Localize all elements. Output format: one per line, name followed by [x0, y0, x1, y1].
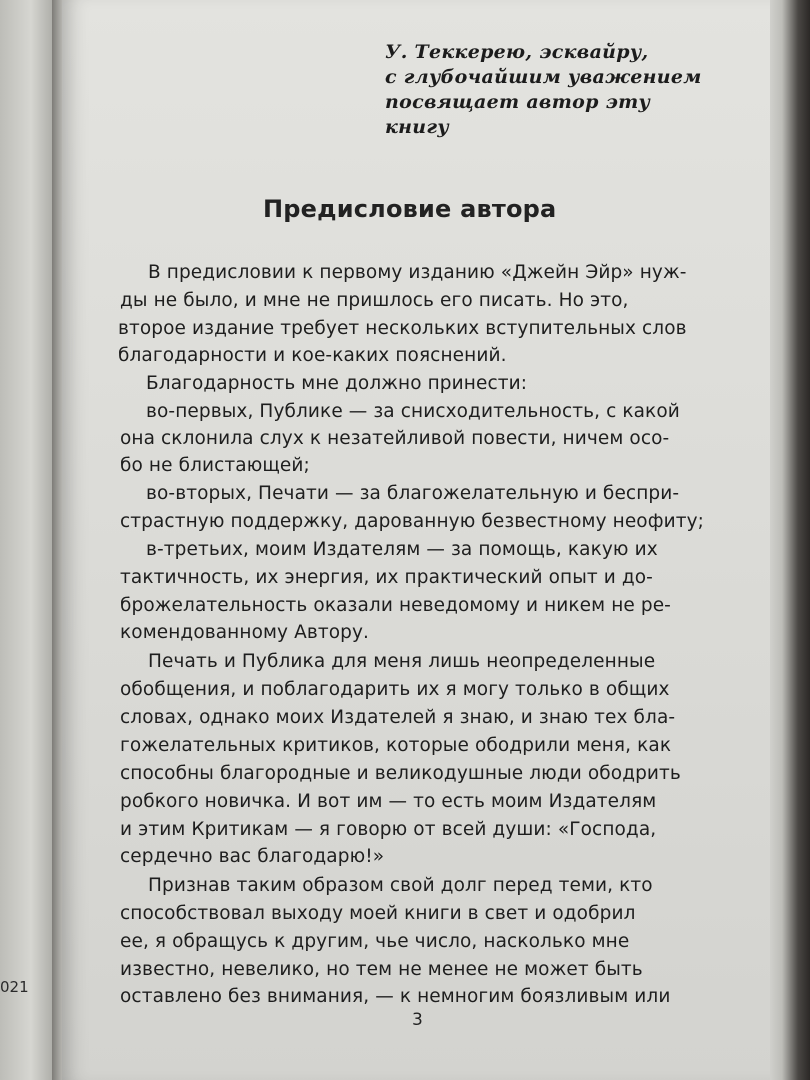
text-line: В предисловии к первому изданию «Джейн Эйр» нуж- [148, 262, 687, 283]
text-line: способны благородные и великодушные люди ободрить [120, 763, 681, 784]
chapter-heading: Предисловие автора [263, 195, 557, 223]
dedication-line: посвящает автор эту [385, 91, 651, 113]
text-line: во-первых, Публике — за снисходительность, с какой [146, 401, 680, 422]
text-line: тактичность, их энергия, их практический опыт и до- [120, 567, 653, 588]
dedication-line: У. Теккерею, эсквайру, [385, 41, 649, 63]
text-line: ды не было, и мне не пришлось его писать. Но это, [120, 290, 629, 311]
text-line: способствовал выходу моей книги в свет и одобрил [120, 903, 636, 924]
text-line: Благодарность мне должно принести: [146, 373, 528, 394]
text-line: Печать и Публика для меня лишь неопределенные [148, 651, 656, 672]
text-line: бо не блистающей; [120, 455, 310, 476]
text-line: она склонила слух к незатейливой повести, ничем осо- [120, 428, 670, 449]
text-line: брожелательность оказали неведомому и никем не ре- [120, 595, 671, 616]
dedication-line: книгу [385, 116, 450, 138]
text-line: оставлено без внимания, — к немногим боязливым или [120, 986, 671, 1007]
left-page-number-fragment: 021 [0, 978, 29, 996]
text-line: ее, я обращусь к другим, чье число, насколько мне [120, 931, 630, 952]
text-line: комендованному Автору. [120, 622, 369, 643]
text-line: словах, однако моих Издателей я знаю, и знаю тех бла- [120, 707, 676, 728]
dedication-line: с глубочайшим уважением [385, 66, 702, 88]
text-line: сердечно вас благодарю!» [120, 846, 385, 867]
text-line: гожелательных критиков, которые ободрили меня, как [120, 735, 672, 756]
text-line: страстную поддержку, дарованную безвестному неофиту; [120, 511, 705, 532]
text-line: благодарности и кое-каких пояснений. [118, 345, 507, 366]
page-number: 3 [412, 1010, 423, 1030]
text-line: Признав таким образом свой долг перед теми, кто [148, 875, 653, 896]
text-line: во-вторых, Печати — за благожелательную и беспри- [146, 483, 680, 504]
text-line: обобщения, и поблагодарить их я могу только в общих [120, 679, 670, 700]
text-line: второе издание требует нескольких вступительных слов [118, 318, 687, 339]
text-line: робкого новичка. И вот им — то есть моим Издателям [120, 791, 657, 812]
text-line: и этим Критикам — я говорю от всей души: «Господа, [120, 819, 657, 840]
text-line: известно, невелико, но тем не менее не может быть [120, 959, 643, 980]
text-line: в-третьих, моим Издателям — за помощь, какую их [146, 539, 658, 560]
